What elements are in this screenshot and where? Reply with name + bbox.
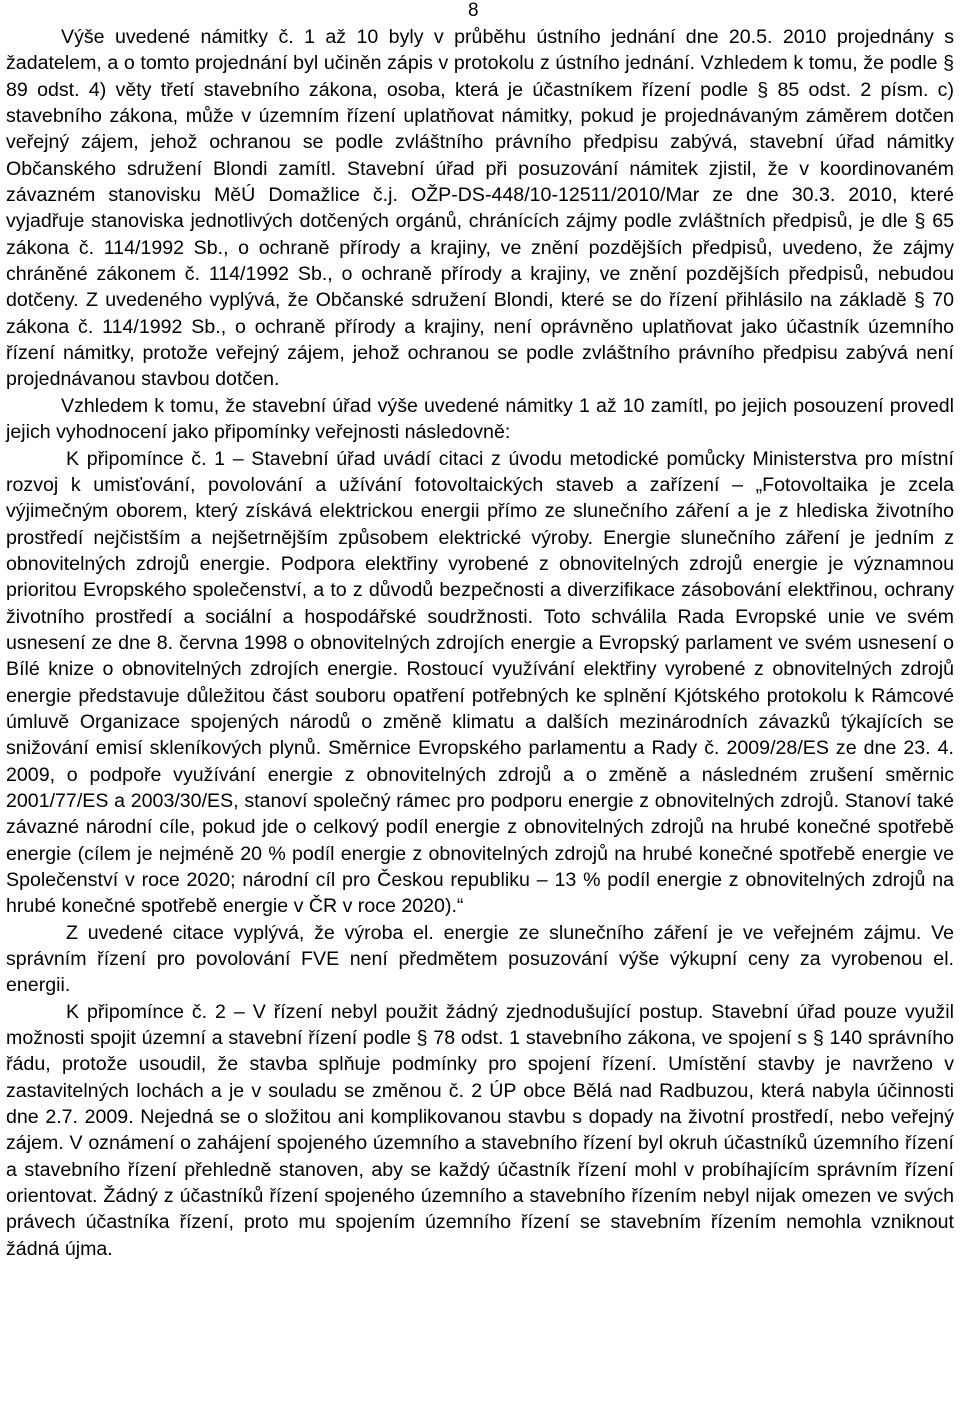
comment-1-label: K připomínce č. 1 — [66, 447, 226, 470]
paragraph-citation-conclusion: Z uvedené citace vyplývá, že výroba el. energie ze slunečního záření je ve veřejném zájmu. Ve správním řízení pro povolování FVE není předmětem posuzování výše výkupní ceny za vyrobenou el. energii. — [6, 921, 954, 997]
comment-2-text: – V řízení nebyl použit žádný zjednodušující postup. Stavební úřad pouze využil možnosti spojit územní a stavební řízení podle § 78 odst. 1 stavebního zákona, ve spojení s § 140 správního řádu, protože usoudil, že stavba splňuje podmínky pro spojení řízení. Umístění stavby je navrženo v zastavitelných lochách a je v souladu se změnou č. 2 ÚP obce Bělá nad Radbuzou, která nabyla účinnosti dne 2.7. 2009. Nejedná se o složitou ani komplikovanou stavbu s dopady na životní prostředí, nebo veřejný zájem. V oznámení o zahájení spojeného územního a stavebního řízení byl okruh účastníků územního řízení a stavebního řízení přehledně stanoven, aby se každý účastník řízení mohl v probíhajícím správním řízení orientovat. Žádný z účastníků řízení spojeného územního a stavebního řízením nebyl nijak omezen ve svých právech účastníka řízení, proto mu spojením územního řízení se stavebním řízením nemohla vzniknout žádná újma. — [6, 1000, 954, 1260]
document-body — [6, 24, 954, 1262]
comment-2-label: K připomínce č. 2 — [66, 1000, 226, 1023]
paragraph-evaluation-intro: Vzhledem k tomu, že stavební úřad výše uvedené námitky 1 až 10 zamítl, po jejich posouzení provedl jejich vyhodnocení jako připomínky veřejnosti následovně: — [6, 394, 954, 444]
paragraph-comment-1 — [6, 446, 954, 920]
comment-1-text: – Stavební úřad uvádí citaci z úvodu metodické pomůcky Ministerstva pro místní rozvoj k umisťování, povolování a užívání fotovoltaických staveb a zařízení – „Fotovoltaika je zcela výjimečným oborem, který získává elektrickou energii přímo ze slunečního záření a je z hlediska životního prostředí nejčistším a nejšetrnějším způsobem elektrické výroby. Energie slunečního záření je jedním z obnovitelných zdrojů energie. Podpora elektřiny vyrobené z obnovitelných zdrojů energie je významnou prioritou Evropského společenství, a to z důvodů bezpečnosti a diverzifikace zásobování elektřinou, ochrany životního prostředí a sociální a hospodářské soudržnosti. Toto schválila Rada Evropské unie ve svém usnesení ze dne 8. června 1998 o obnovitelných zdrojích energie a Evropský parlament ve svém usnesení o Bílé knize o obnovitelných zdrojích energie. Rostoucí využívání elektřiny vyrobené z obnovitelných zdrojů energie představuje důležitou část souboru opatření potřebných ke splnění Kjótského protokolu k Rámcové úmluvě Organizace spojených národů o změně klimatu a dalších mezinárodních závazků týkajících se snižování emisí skleníkových plynů. Směrnice Evropského parlamentu a Rady č. 2009/28/ES ze dne 23. 4. 2009, o podpoře využívání energie z obnovitelných zdrojů a o změně a následném zrušení směrnic 2001/77/ES a 2003/30/ES, stanoví společný rámec pro podporu energie z obnovitelných zdrojů. Stanoví také závazné národní cíle, pokud jde o celkový podíl energie z obnovitelných zdrojů na hrubé konečné spotřebě energie (cílem je nejméně 20 % podíl energie z obnovitelných zdrojů na hrubé konečné spotřebě energie ve Společenství v roce 2020; národní cíl pro Českou republiku – 13 % podíl energie z obnovitelných zdrojů na hrubé konečné spotřebě energie v ČR v roce 2020).“ — [6, 447, 954, 918]
paragraph-comment-2 — [6, 999, 954, 1262]
page-number: 8 — [468, 0, 479, 21]
paragraph-objections-summary: Výše uvedené námitky č. 1 až 10 byly v průběhu ústního jednání dne 20.5. 2010 projednány s žadatelem, a o tomto projednání byl učiněn zápis v protokolu z ústního jednání. Vzhledem k tomu, že podle § 89 odst. 4) věty třetí stavebního zákona, osoba, která je účastníkem řízení podle § 85 odst. 2 písm. c) stavebního zákona, může v územním řízení uplatňovat námitky, pokud je projednávaným záměrem dotčen veřejný zájem, jehož ochranou se podle zvláštního právního předpisu zabývá, stavební úřad námitky Občanského sdružení Blondi zamítl. Stavební úřad při posuzování námitek zjistil, že v koordinovaném závazném stanovisku MěÚ Domažlice č.j. OŽP-DS-448/10-12511/2010/Mar ze dne 30.3. 2010, které vyjadřuje stanoviska jednotlivých dotčených orgánů, chránících zájmy podle zvláštních předpisů, je dle § 65 zákona č. 114/1992 Sb., o ochraně přírody a krajiny, ve znění pozdějších předpisů, uvedeno, že zájmy chráněné zákonem č. 114/1992 Sb., o ochraně přírody a krajiny, ve znění pozdějších předpisů, nebudou dotčeny. Z uvedeného vyplývá, že Občanské sdružení Blondi, které se do řízení přihlásilo na základě § 70 zákona č. 114/1992 Sb., o ochraně přírody a krajiny, není oprávněno uplatňovat jako účastník územního řízení námitky, protože veřejný zájem, jehož ochranou se podle zvláštního právního předpisu zabývá není projednávanou stavbou dotčen. — [6, 26, 954, 391]
